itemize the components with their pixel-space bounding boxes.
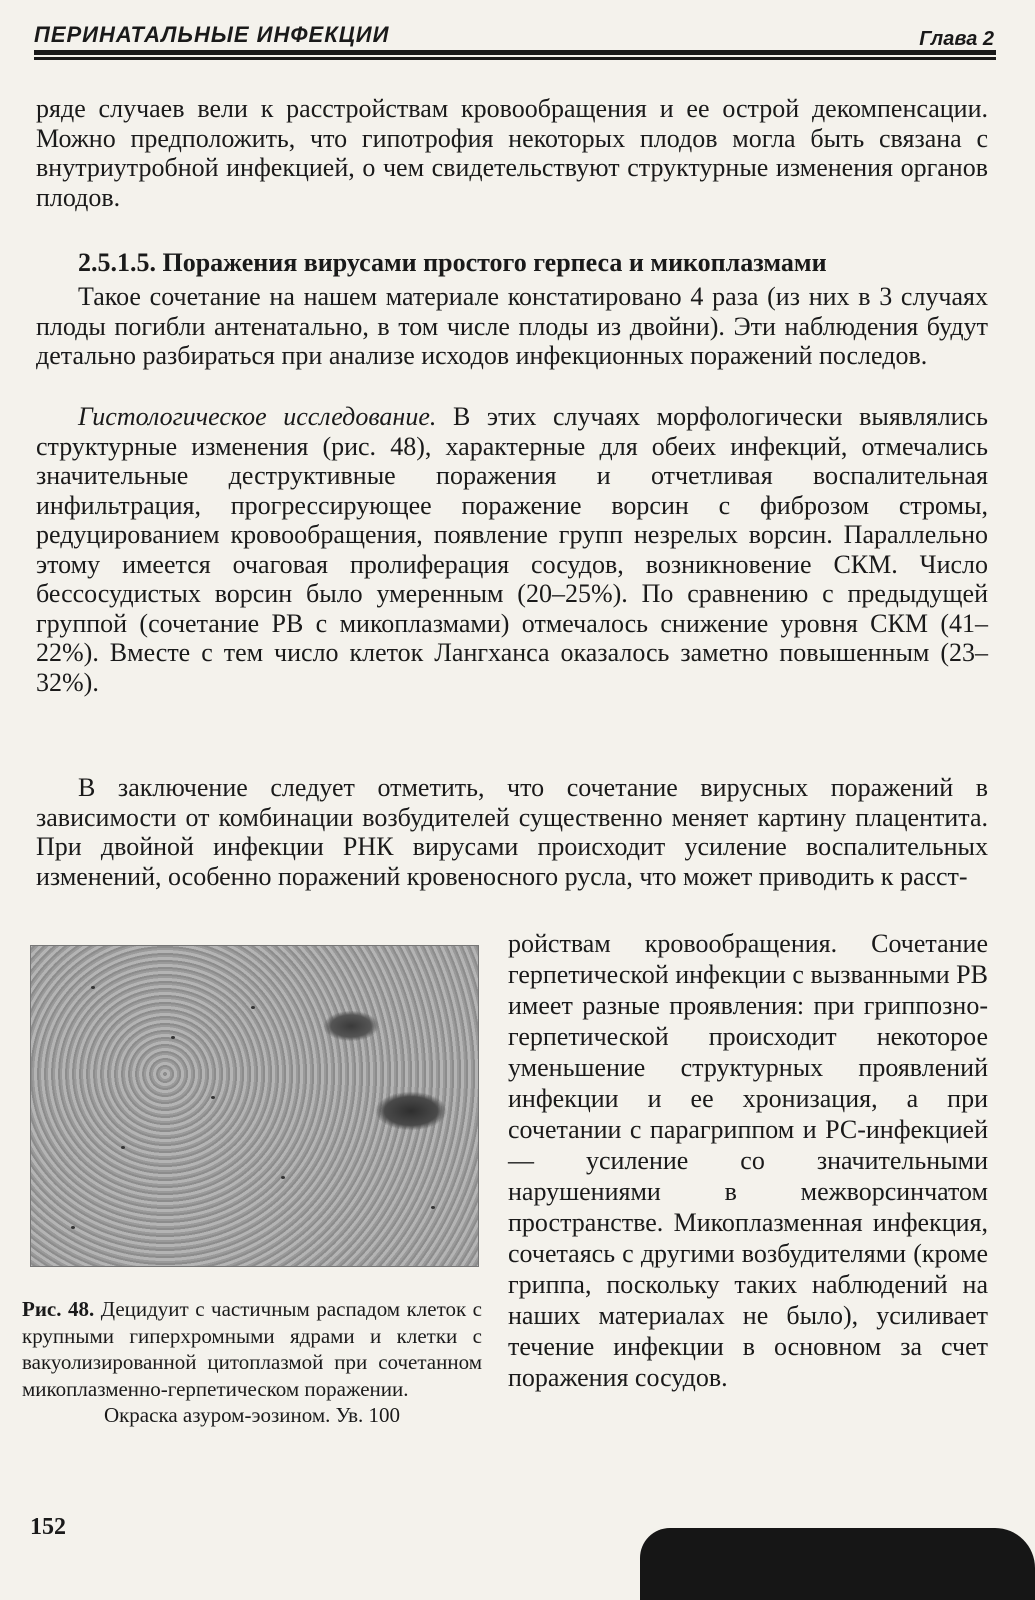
paragraph-3 xyxy=(36,402,988,697)
figure-label: Рис. 48. xyxy=(22,1297,95,1321)
running-title: ПЕРИНАТАЛЬНЫЕ ИНФЕКЦИИ xyxy=(34,22,390,47)
micrograph-figure xyxy=(30,945,479,1267)
paragraph-2: Такое сочетание на нашем материале констатировано 4 раза (из них в 3 случаях плоды погибли антенатально, в том числе плоды из двойни). Эти наблюдения будут детально разбираться при анализе исходов инфекционных поражений последов. xyxy=(36,282,988,370)
figure-caption-stain: Окраска азуром-эозином. Ув. 100 xyxy=(103,1403,401,1427)
section-heading: 2.5.1.5. Поражения вирусами простого герпеса и микоплазмами xyxy=(78,248,827,277)
paragraph-3-text: В этих случаях морфологически выявлялись структурные изменения (рис. 48), характерные для обеих инфекций, отмечались значительные деструктивные поражения и отчетливая воспалительная инфильтрация, прогрессирующее поражение ворсин с фиброзом стромы, редуцированием кровообращения, появление групп незрелых ворсин. Параллельно этому имеется очаговая пролиферация сосудов, возникновение СКМ. Число бессосудистых ворсин было умеренным (20–25%). По сравнению с предыдущей группой (сочетание РВ с микоплазмами) отмечалось снижение уровня СКМ (41–22%). Вместе с тем число клеток Лангханса оказалось заметно повышенным (23–32%). xyxy=(36,402,988,697)
header-rule xyxy=(34,50,996,60)
chapter-label: Глава 2 xyxy=(919,28,994,50)
right-column-text: ройствам кровообращения. Сочетание герпетической инфекции с вызванными РВ имеет разные проявления: при гриппозно-герпетической происходит некоторое уменьшение структурных проявлений инфекции и ее хронизация, а при сочетании с парагриппом и РС-инфекцией — усиление со значительными нарушениями в межворсинчатом пространстве. Микоплазменная инфекция, сочетаясь с другими возбудителями (кроме гриппа, поскольку таких наблюдений на наших материалах не было), усиливает течение инфекции в основном за счет поражения сосудов. xyxy=(508,929,988,1392)
paragraph-3-lead: Гистологическое исследование. xyxy=(78,402,437,431)
figure-caption-text: Децидуит с частичным распадом клеток с крупными гиперхромными ядрами и клетки с вакуолизированной цитоплазмой при сочетанном микоплазменно-герпетическом поражении. xyxy=(22,1297,483,1401)
paragraph-1: ряде случаев вели к расстройствам кровообращения и ее острой декомпенсации. Можно предположить, что гипотрофия некоторых плодов могла быть связана с внутриутробной инфекцией, о чем свидетельствуют структурные изменения органов плодов. xyxy=(36,94,988,212)
figure-caption xyxy=(22,1296,482,1429)
paragraph-4: В заключение следует отметить, что сочетание вирусных поражений в зависимости от комбинации возбудителей существенно меняет картину плацентита. При двойной инфекции РНК вирусами происходит усиление воспалительных изменений, особенно поражений кровеносного русла, что может приводить к расст- xyxy=(36,773,988,891)
scan-artifact xyxy=(640,1528,1035,1600)
running-head xyxy=(34,14,994,50)
page-number: 152 xyxy=(30,1514,66,1540)
